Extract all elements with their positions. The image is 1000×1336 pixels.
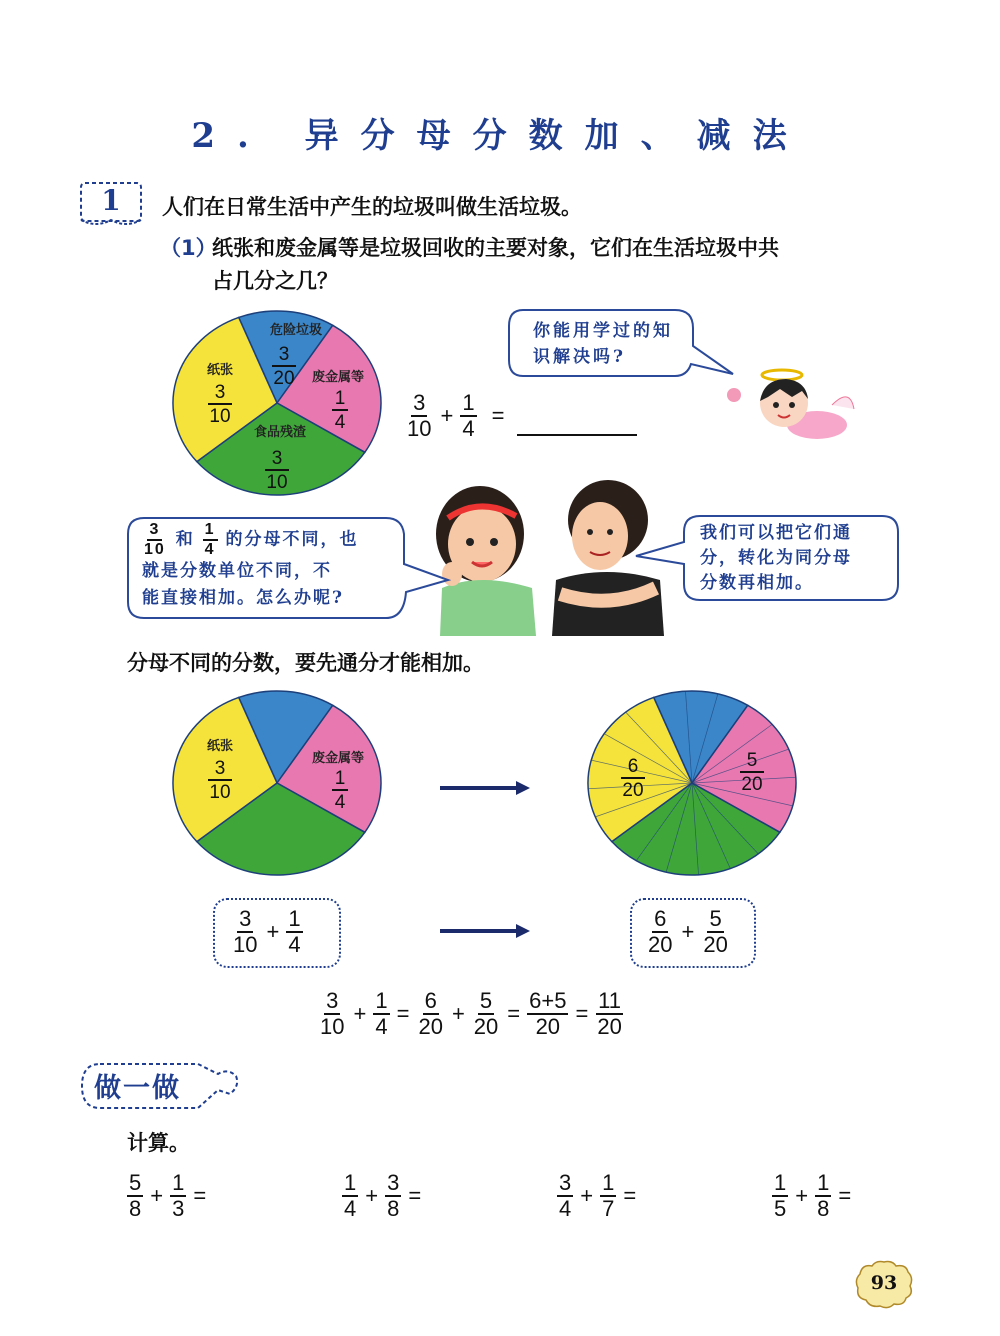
svg-text:废金属等: 废金属等 (311, 751, 365, 766)
rule-text: 分母不同的分数，要先通分才能相加。 (127, 651, 484, 675)
question-line-1: 纸张和废金属等是垃圾回收的主要对象，它们在生活垃圾中共 (212, 236, 779, 260)
exercise-2: $\frac{1}{4}$ + $\frac{3}{8}$ = (344, 1170, 422, 1221)
example-number: 1 (101, 184, 121, 217)
svg-text:20: 20 (741, 774, 763, 795)
full-equation: $\frac{3}{10}$ + $\frac{1}{4}$ = $\frac{6}{20}$ + $\frac{5}{20}$ = $\frac{6+5}{20}$ = $\frac{11}{20}$ (320, 988, 622, 1039)
svg-text:4: 4 (334, 792, 346, 813)
svg-text:10: 10 (209, 782, 231, 803)
pie-after-conversion (585, 688, 800, 878)
page-title: 2. 异分母分数加、减法 (191, 116, 809, 156)
page-number: 93 (870, 1272, 898, 1294)
practice-title: 做一做 (94, 1073, 181, 1104)
exercise-3: $\frac{3}{4}$ + $\frac{1}{7}$ = (559, 1170, 637, 1221)
exercise-4: $\frac{1}{5}$ + $\frac{1}{8}$ = (774, 1170, 852, 1221)
svg-text:20: 20 (273, 368, 295, 389)
example-number-badge (78, 180, 144, 224)
svg-text:10: 10 (209, 406, 231, 427)
svg-text:废金属等: 废金属等 (311, 370, 365, 385)
bubble-top-text: 你能用学过的知识解决吗? (533, 321, 673, 367)
svg-text:3: 3 (278, 344, 290, 365)
garbage-pie-chart (170, 308, 385, 498)
svg-text:3: 3 (214, 758, 226, 779)
practice-instruction: 计算。 (127, 1131, 190, 1155)
answer-blank[interactable] (517, 434, 637, 436)
arrow-right-icon (440, 921, 532, 941)
expression-1: $\frac{3}{10}$ + $\frac{1}{4}$ = (407, 390, 505, 441)
svg-text:5: 5 (746, 750, 758, 771)
angel-illustration (722, 365, 872, 450)
svg-text:1: 1 (334, 768, 346, 789)
question-line-2: 占几分之几？ (212, 269, 338, 293)
svg-text:食品残渣: 食品残渣 (253, 425, 307, 440)
question-number: （1） (160, 236, 217, 260)
arrow-right-icon (440, 778, 532, 798)
bubble-right-text: 我们可以把它们通 分，转化为同分母 分数再相加。 (700, 523, 852, 593)
svg-text:3: 3 (271, 448, 283, 469)
sum-box-converted: $\frac{6}{20}$ + $\frac{5}{20}$ (630, 898, 756, 968)
bubble-left-text: $\frac{3}{10}$ 和 $\frac{1}{4}$ 的分母不同，也 就是分数单位不同，不 能直接相加。怎么办呢? (142, 521, 359, 608)
svg-text:10: 10 (266, 472, 288, 493)
svg-text:3: 3 (214, 382, 226, 403)
intro-text: 人们在日常生活中产生的垃圾叫做生活垃圾。 (162, 195, 582, 219)
pie-before-conversion (170, 688, 385, 878)
svg-text:20: 20 (622, 780, 644, 801)
svg-text:4: 4 (334, 412, 346, 433)
svg-text:纸张: 纸张 (206, 363, 234, 378)
svg-text:危险垃圾: 危险垃圾 (269, 323, 323, 338)
svg-text:1: 1 (334, 388, 346, 409)
svg-text:纸张: 纸张 (206, 739, 234, 754)
sum-box-original: $\frac{3}{10}$ + $\frac{1}{4}$ (213, 898, 341, 968)
svg-text:6: 6 (627, 756, 639, 777)
exercise-1: $\frac{5}{8}$ + $\frac{1}{3}$ = (129, 1170, 207, 1221)
